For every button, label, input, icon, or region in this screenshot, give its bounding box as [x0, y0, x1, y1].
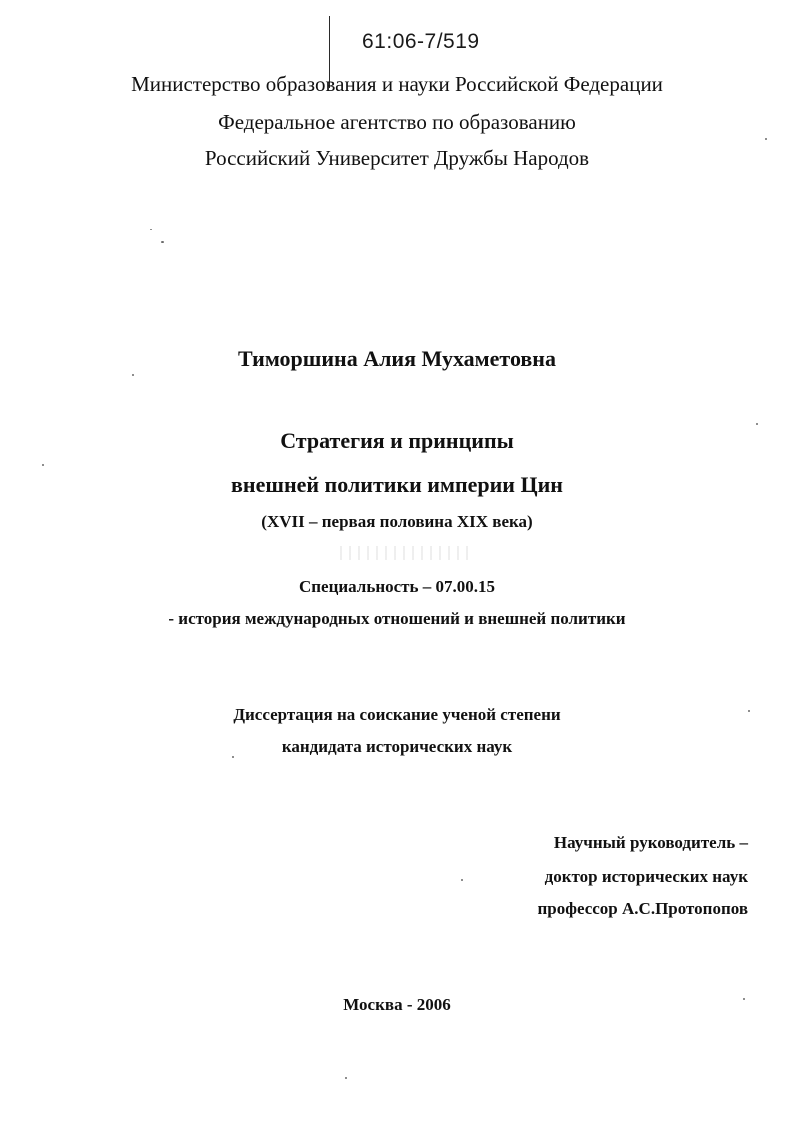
scan-speck [161, 241, 164, 243]
scan-speck [232, 756, 234, 758]
specialty-name: - история международных отношений и внешней политики [168, 609, 626, 628]
header-university: Российский Университет Дружбы Народов [204, 146, 590, 170]
scan-speck [743, 998, 745, 1000]
dissertation-line-1: Диссертация на соискание ученой степени [233, 705, 561, 724]
scan-speck [42, 464, 44, 466]
scan-speck [756, 423, 758, 425]
city-year: Москва - 2006 [343, 995, 451, 1014]
specialty-code: Специальность – 07.00.15 [298, 577, 496, 596]
title-period: (XVII – первая половина XIX века) [261, 512, 533, 531]
title-line-1: Стратегия и принципы [280, 428, 514, 453]
author-name: Тиморшина Алия Мухаметовна [238, 346, 556, 371]
title-line-2: внешней политики империи Цин [231, 472, 563, 497]
faint-show-through [340, 546, 470, 560]
advisor-role: Научный руководитель – [553, 833, 748, 852]
scan-speck [765, 138, 767, 140]
scan-speck [345, 1077, 347, 1079]
advisor-degree: доктор исторических наук [544, 867, 748, 886]
scan-speck [132, 374, 134, 376]
scan-speck [150, 229, 152, 230]
advisor-name: профессор А.С.Протопопов [537, 899, 748, 918]
dissertation-line-2: кандидата исторических наук [281, 737, 513, 756]
scan-speck [461, 879, 463, 881]
header-ministry: Министерство образования и науки Российской Федерации [131, 72, 663, 96]
header-agency: Федеральное агентство по образованию [218, 110, 576, 134]
library-stamp-code: 61:06-7/519 [362, 30, 480, 53]
scan-speck [748, 710, 750, 712]
